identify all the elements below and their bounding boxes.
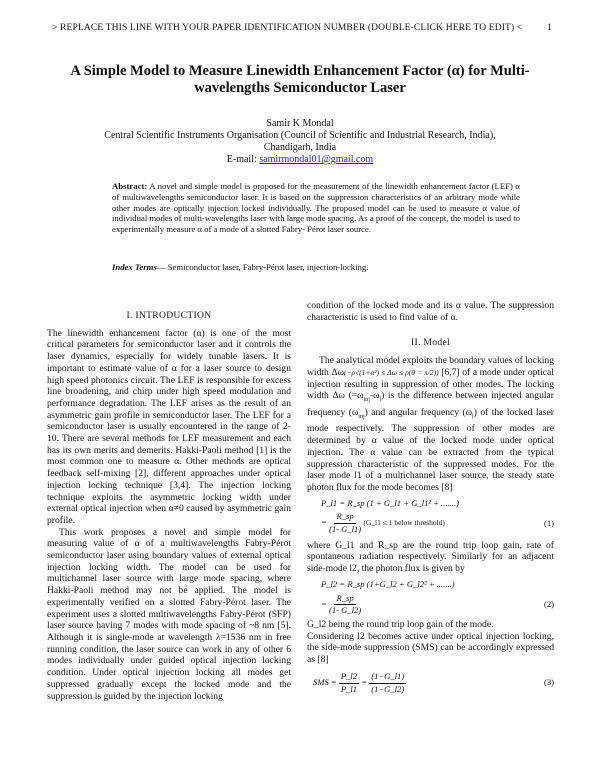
equation-2-numerator: R_sp <box>334 593 355 606</box>
left-column <box>47 308 291 702</box>
equation-2-denominator: (1- G_l2) <box>328 605 362 616</box>
locking-width-formula: (−ρ√(1+α²) ≤ Δω ≤ ρ(θ = π/2)) <box>343 367 439 377</box>
affiliation-line-1: Central Scientific Instruments Organisation (Council of Scientific and Industrial Research, India), <box>104 130 496 141</box>
equation-1: P_l1 = R_sp (1 + G_l1 + G_l1² + .......) = $\frac{R\_sp}{(1- G\_l1)}$ (G_l1 ≤ 1 below threshold) (1) <box>321 497 554 535</box>
index-terms-label: Index Terms <box>112 262 157 272</box>
index-terms-text: — Semiconductor laser, Fabry-Pérot laser, injection-locking. <box>156 262 369 272</box>
model-paragraph-2: where G_l1 and R_sp are the round trip loop gain, rate of spontaneous radiation respectively. Similarly for an adjacent side-mode l2, the photon flux is given by <box>307 539 554 575</box>
equation-1-denominator: (1- G_l1) <box>328 524 362 535</box>
abstract-text: A novel and simple model is proposed for the measurement of the linewidth enhancement factor (LEF) α of multiwavelengths semiconductor laser. It is based on the suppression characteristics of an arbitrary mode while other modes are optically injection locked individually. The proposed model can be used to measure α value of individual modes of multi-wavelengths laser with large mode spacing. As a proof of the concept, the model is used to experimentally measure α of a mode of a slotted Fabry- Pérot laser source. <box>112 181 520 235</box>
author-name: Samir K Mondal <box>266 118 334 129</box>
right-column <box>307 300 554 695</box>
intro-paragraph-1: The linewidth enhancement factor (α) is one of the most critical parameters for semiconductor laser and it controls the laser dynamics, especially for widely tunable lasers. It is important to estimate value of α for a laser source to design high speed photonics circuit. The LEF is responsible for excess line broadening, and chirp under high speed modulation and performance degradation. The LEF arises as the result of an asymmetric gain profile in semiconductor laser. The LEF for a semiconductor laser is usually encountered in the range of 2-10. There are several methods for LEF measurement and each has its own merits and demerits. Hakki-Paoli method [1] is the most common one to measure α. Other methods are optical feedback self-mixing [2], different approaches under optical injection locking technique [3,4]. The injection locking technique exploits the asymmetric locking width under external optical injection when α≠0 caused by asymmetric gain profile. <box>47 327 291 526</box>
equation-1-condition: (G_l1 ≤ 1 below threshold) <box>363 518 445 528</box>
title-line-2: wavelengths Semiconductor Laser <box>194 80 406 96</box>
equation-2: P_l2 = R_sp (1+G_l2 + G_l2² + .......) = $\frac{R\_sp}{(1- G\_l2)}$ (2) <box>321 578 554 616</box>
equation-1-line-1: P_l1 = R_sp (1 + G_l1 + G_l1² + .......) <box>321 497 459 508</box>
model-paragraph-1: The analytical model exploits the boundary values of locking width Δω(−ρ√(1+α²) ≤ Δω ≤ ρ(θ = π/2)) [6,7] of a mode under optical injection resulting in suppression of other modes. The locking width Δω $(=\omega_{inj}-\omega_l)$ is the difference between injected angular frequency $(\omega_{inj})$ and angular frequency $(\omega_l)$ of the locked laser mode respectively. The suppression of other modes are determined by α value of the locked mode under optical injection. The α value can be extracted from the typical suppression characteristic of the suppressed modes. For the laser mode l1 of a multichannel laser source, the steady state photon flux for the mode becomes [8] <box>307 355 554 493</box>
section-heading-introduction: I. INTRODUCTION <box>126 310 212 321</box>
equation-3-number: (3) <box>543 677 554 688</box>
equation-3: SMS = $\frac{P\_l2}{P\_l1}$ = $\frac{(1-G\_l1)}{(1-G\_l2)}$ (3) <box>313 670 554 694</box>
abstract <box>112 181 520 235</box>
index-terms <box>112 262 520 272</box>
email-label: E-mail: <box>226 154 260 165</box>
equation-1-numerator: R_sp <box>334 511 355 524</box>
equation-1-number: (1) <box>543 517 554 528</box>
intro-paragraph-continued: condition of the locked mode and its α value. The suppression characteristic is used to find value of α. <box>307 300 554 323</box>
email-line <box>40 154 560 166</box>
model-paragraph-3: G_l2 being the round trip loop gain of the mode. <box>307 618 494 630</box>
affiliation <box>40 130 560 166</box>
paper-title <box>40 63 560 97</box>
title-line-1: A Simple Model to Measure Linewidth Enhancement Factor (α) for Multi- <box>70 63 530 79</box>
email-link[interactable]: samirmondal01@gmail.com <box>259 154 374 165</box>
intro-paragraph-2: This work proposes a novel and simple model for measuring value of α of a multiwavelengths Fabry-Pérot semiconductor laser using boundary values of external optical injection locking width. The model can be used for multichannel laser source with large mode spacing, where Hakki-Paoli method may not be applied. The model is experimentally verified on a slotted Fabry-Pérot laser. The experiment uses a slotted multiwavelengths Fabry-Pérot (SFP) laser source having 7 modes with mode spacing of ~8 nm [5]. Although it is single-mode at wavelength λ=1536 nm in free running condition, the laser source can work in any of other 6 modes individually under guided optical injection locking condition. Under optical injection locking all modes get suppressed gradually except the locked mode and the suppression is guided by the injection locking <box>47 526 291 702</box>
equation-2-number: (2) <box>543 598 554 609</box>
running-head-text: > REPLACE THIS LINE WITH YOUR PAPER IDENTIFICATION NUMBER (DOUBLE-CLICK HERE TO EDIT) < <box>52 22 523 33</box>
abstract-label: Abstract: <box>112 181 148 191</box>
running-header <box>52 22 552 33</box>
model-paragraph-4: Considering l2 becomes active under optical injection locking, the side-mode suppression (SMS) can be accordingly expressed as [8] <box>307 630 554 666</box>
section-heading-model: II. Model <box>411 337 450 349</box>
affiliation-line-2: Chandigarh, India <box>263 142 337 153</box>
equation-2-line-1: P_l2 = R_sp (1+G_l2 + G_l2² + .......) <box>321 578 455 589</box>
page-number: 1 <box>547 22 552 33</box>
